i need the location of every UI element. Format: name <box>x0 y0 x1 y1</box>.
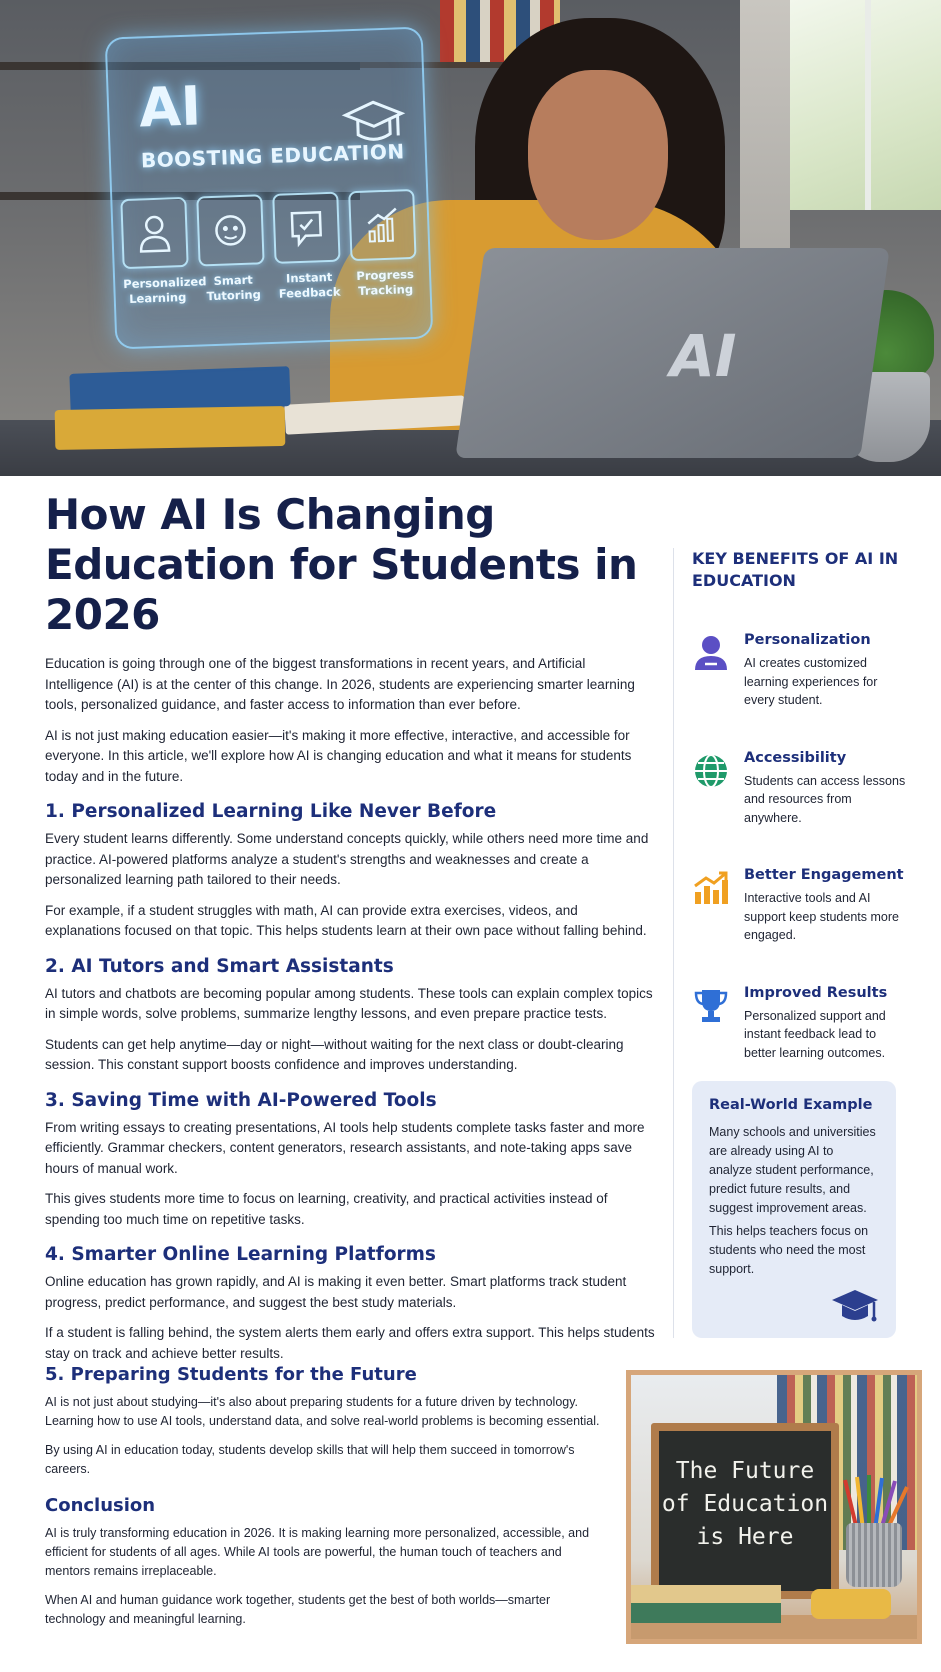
feature-instant-feedback <box>272 192 344 302</box>
feature-progress-tracking <box>348 189 420 299</box>
feature-label: Instant Feedback <box>278 269 341 301</box>
colored-pencils <box>827 1475 917 1530</box>
globe-icon <box>693 753 729 789</box>
conclusion-heading: Conclusion <box>45 1495 156 1516</box>
feature-label: Personalized Learning <box>123 274 207 306</box>
hologram-title: AI <box>138 74 203 140</box>
real-world-example-card <box>692 1081 896 1338</box>
section-heading: 1. Personalized Learning Like Never Before <box>45 801 497 822</box>
benefit-desc: Students can access lessons and resources from anywhere. <box>744 773 906 825</box>
eraser <box>811 1589 891 1619</box>
benefit-desc: AI creates customized learning experiences for every student. <box>744 656 878 707</box>
hologram-panel <box>105 27 434 350</box>
section-paragraph: Online education has grown rapidly, and AI is making it even better. Smart platforms track student progress, predict performance, and suggest the best study materials. <box>45 1274 627 1310</box>
section-paragraph: This gives students more time to focus on learning, creativity, and practical activities instead of spending too much time on repetitive tasks. <box>45 1191 608 1227</box>
chalkboard-text <box>659 1455 831 1554</box>
graduation-cap-icon <box>341 91 407 153</box>
section-paragraph: AI is not just about studying—it's also about preparing students for a future driven by technology. Learning how to use AI tools, understand data, and solve real-world problems is becoming essential. <box>45 1395 600 1428</box>
laptop-logo: AI <box>670 322 737 390</box>
real-world-paragraph: Many schools and universities are already using AI to analyze student performance, predict future results, and suggest improvement areas. <box>709 1125 876 1215</box>
chalkboard-line: The Future <box>675 1458 815 1484</box>
feature-label: Progress Tracking <box>356 267 415 298</box>
hologram-features <box>120 189 424 307</box>
benefit-desc: Personalized support and instant feedback lead to better learning outcomes. <box>744 1008 886 1060</box>
section-paragraph: From writing essays to creating presentations, AI tools help students complete tasks faster and more efficiently. Grammar checkers, content generators, research assistants, and note-taking apps save hours of manual work. <box>45 1119 645 1176</box>
conclusion-paragraph: AI is truly transforming education in 2026. It is making learning more personalized, accessible, and efficient for students of all ages. While AI tools are powerful, the human touch of teachers and mentors remains irreplaceable. <box>45 1526 590 1578</box>
conclusion-paragraph: When AI and human guidance work together, students get the best of both worlds—smarter technology and meaningful learning. <box>45 1593 551 1626</box>
chalkboard-line: is Here <box>696 1524 794 1550</box>
pencil-cup <box>846 1523 902 1587</box>
feature-label: Smart Tutoring <box>206 272 262 304</box>
growth-chart-icon <box>692 870 730 906</box>
section-paragraph: If a student is falling behind, the system alerts them early and offers extra support. This helps students stay on track and achieve better results. <box>45 1325 655 1361</box>
chat-bubble-icon <box>289 207 324 248</box>
section-heading: 5. Preparing Students for the Future <box>45 1364 417 1385</box>
person-icon <box>137 212 172 253</box>
hologram-subtitle: BOOSTING EDUCATION <box>140 139 406 173</box>
benefit-improved-results <box>692 985 907 1063</box>
benefit-desc: Interactive tools and AI support keep students more engaged. <box>744 891 899 942</box>
window-frame <box>865 0 871 210</box>
sidebar <box>692 548 907 1102</box>
section-paragraph: Students can get help anytime—day or night—without waiting for the next class or doubt-clearing session. This constant support boosts confidence and improves understanding. <box>45 1036 624 1072</box>
benefit-title: Better Engagement <box>744 867 904 883</box>
intro-paragraph: Education is going through one of the biggest transformations in recent years, and Artificial Intelligence (AI) is at the center of this change. In 2026, students are experiencing smarter learning tools, personalized guidance, and faster access to information than ever before. <box>45 656 635 712</box>
feature-smart-tutoring <box>196 194 268 304</box>
graduation-cap-icon <box>830 1286 880 1326</box>
benefit-personalization <box>692 632 907 710</box>
student-face <box>528 70 668 240</box>
intro-paragraph: AI is not just making education easier—it's making it more effective, interactive, and accessible for everyone. In this article, we'll explore how AI is changing education and what it means for students today and in the future. <box>45 727 632 784</box>
column-divider <box>673 548 674 1338</box>
benefit-title: Improved Results <box>744 984 888 1001</box>
real-world-title: Real-World Example <box>709 1097 873 1113</box>
bar-chart-icon <box>364 204 401 245</box>
chalkboard-line: of Education <box>661 1491 829 1517</box>
page-title: How AI Is Changing Education for Students in 2026 <box>45 490 638 639</box>
hero-image <box>0 0 941 476</box>
lower-section <box>45 1364 605 1639</box>
section-paragraph: By using AI in education today, students develop skills that will help them succeed in tomorrow's careers. <box>45 1443 575 1476</box>
benefit-accessibility <box>692 750 907 828</box>
section-heading: 2. AI Tutors and Smart Assistants <box>45 955 394 977</box>
benefit-better-engagement <box>692 867 907 945</box>
benefit-title: Personalization <box>744 632 871 648</box>
book <box>631 1585 781 1605</box>
section-paragraph: Every student learns differently. Some understand concepts quickly, while others need more time and practice. AI-powered platforms analyze a student's strengths and weaknesses and create a personalized learning path tailored to their needs. <box>45 831 649 887</box>
robot-face-icon <box>212 210 249 251</box>
section-paragraph: AI tutors and chatbots are becoming popular among students. These tools can explain complex topics in simple words, solve problems, summarize lengthy lessons, and even prepare practice tests. <box>45 985 653 1021</box>
article <box>45 490 655 1374</box>
section-paragraph: For example, if a student struggles with math, AI can provide extra exercises, videos, and explanations focused on that topic. This helps students learn at their own pace without falling behind. <box>45 902 647 938</box>
real-world-paragraph: This helps teachers focus on students who need the most support. <box>709 1224 869 1276</box>
section-heading: 4. Smarter Online Learning Platforms <box>45 1244 436 1265</box>
book-yellow <box>55 406 286 450</box>
chalkboard-photo <box>626 1370 922 1644</box>
feature-personalized-learning <box>120 197 207 307</box>
sidebar-title: KEY BENEFITS OF AI IN EDUCATION <box>692 549 899 590</box>
chalkboard <box>651 1423 839 1599</box>
section-heading: 3. Saving Time with AI-Powered Tools <box>45 1089 437 1111</box>
person-icon <box>693 634 729 672</box>
benefit-title: Accessibility <box>744 749 847 766</box>
book <box>631 1603 781 1623</box>
trophy-icon <box>693 987 729 1025</box>
